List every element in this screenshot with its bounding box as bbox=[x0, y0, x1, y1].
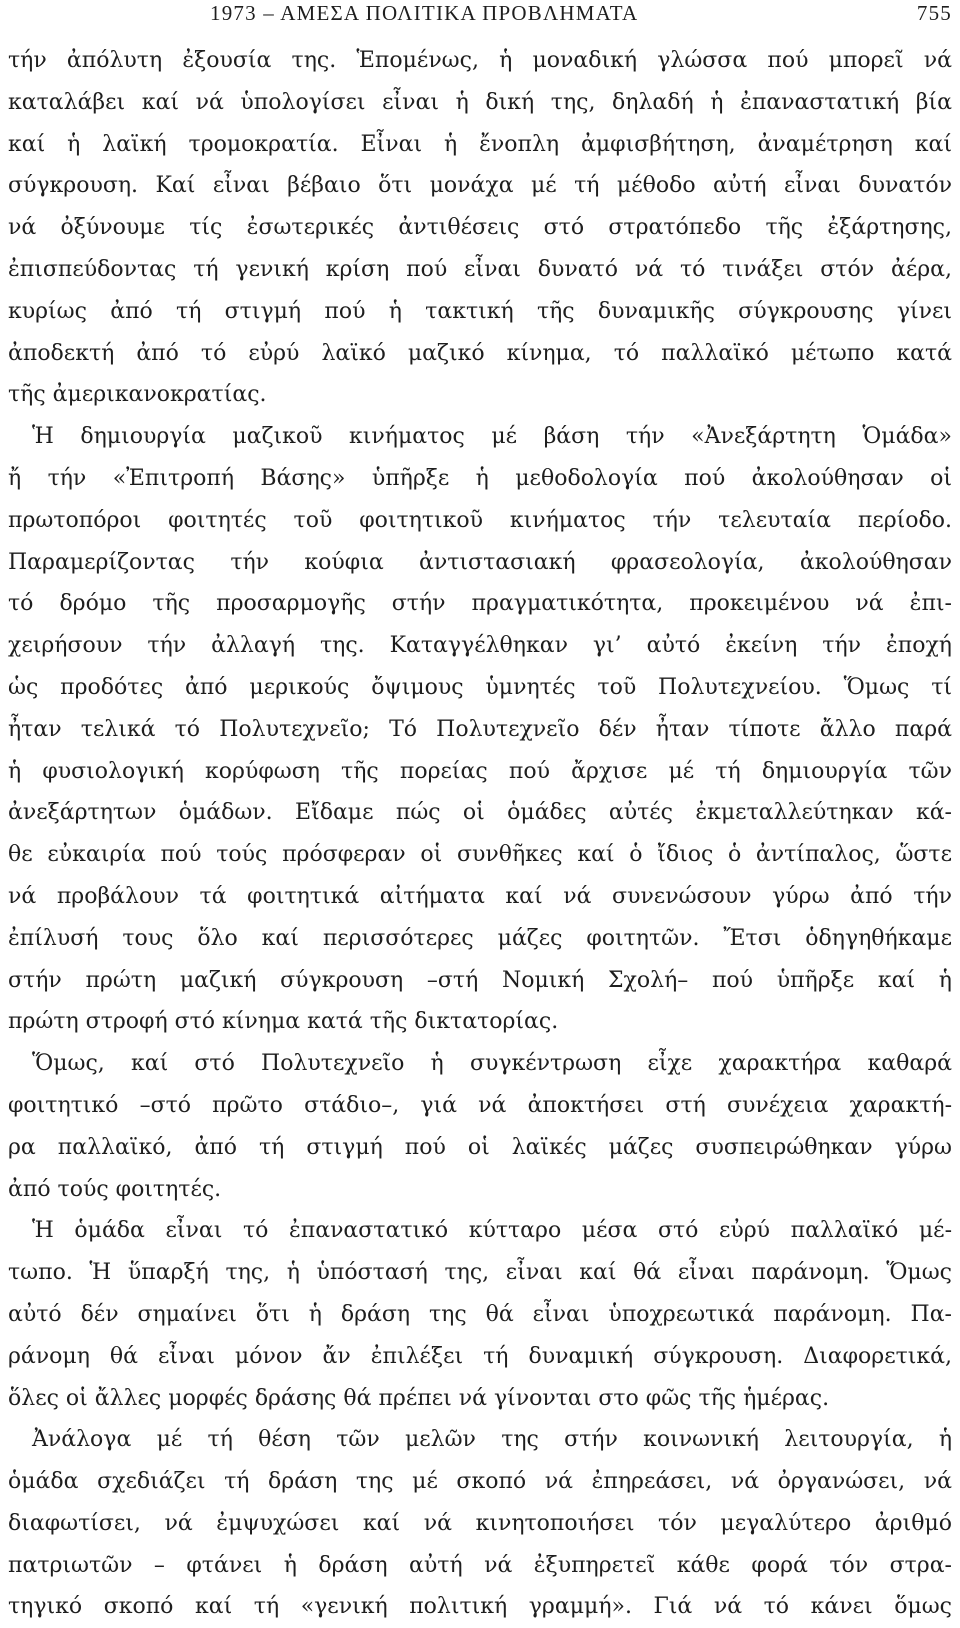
text-line: πατριωτῶν – φτάνει ἡ δράση αὐτή νά ἐξυπηρετεῖ κάθε φορά τόν στρα- bbox=[8, 1552, 952, 1578]
text-line: σύγκρουση. Καί εἶναι βέβαιο ὅτι μονάχα μέ τή μέθοδο αὐτή εἶναι δυνατόν bbox=[8, 173, 952, 199]
running-header bbox=[0, 0, 960, 28]
text-line: ράνομη θά εἶναι μόνον ἄν ἐπιλέξει τή δυναμική σύγκρουση. Διαφορετικά, bbox=[8, 1343, 952, 1369]
text-line: ἐπίλυσή τους ὅλο καί περισσότερες μάζες φοιτητῶν. Ἔτσι ὁδηγηθήκαμε bbox=[8, 925, 952, 951]
text-line: στήν πρώτη μαζική σύγκρουση –στή Νομική Σχολή– πού ὑπῆρξε καί ἡ bbox=[8, 967, 952, 993]
text-line: φοιτητικό –στό πρῶτο στάδιο–, γιά νά ἀποκτήσει στή συνέχεια χαρακτή- bbox=[8, 1092, 952, 1118]
text-line: ρα παλλαϊκό, ἀπό τή στιγμή πού οἱ λαϊκές μάζες συσπειρώθηκαν γύρω bbox=[8, 1134, 952, 1160]
text-line: τῆς ἀμερικανοκρατίας. bbox=[8, 382, 267, 408]
text-line: ὅλες οἱ ἄλλες μορφές δράσης θά πρέπει νά γίνονται στο φῶς τῆς ἡμέρας. bbox=[8, 1385, 830, 1411]
text-line: ἀνεξάρτητων ὁμάδων. Εἴδαμε πώς οἱ ὁμάδες αὐτές ἐκμεταλλεύτηκαν κά- bbox=[8, 800, 952, 826]
text-line: κυρίως ἀπό τή στιγμή πού ἡ τακτική τῆς δυναμικῆς σύγκρουσης γίνει bbox=[8, 298, 952, 324]
body-text bbox=[8, 40, 952, 1628]
text-line: ὁμάδα σχεδιάζει τή δράση της μέ σκοπό νά ἐπηρεάσει, νά ὀργανώσει, νά bbox=[8, 1469, 952, 1495]
text-line: πρωτοπόροι φοιτητές τοῦ φοιτητικοῦ κινήματος τήν τελευταία περίοδο. bbox=[8, 507, 952, 533]
text-line: νά προβάλουν τά φοιτητικά αἰτήματα καί νά συνενώσουν γύρω ἀπό τήν bbox=[8, 883, 952, 909]
text-line: Ἀνάλογα μέ τή θέση τῶν μελῶν της στήν κοινωνική λειτουργία, ἡ bbox=[32, 1427, 952, 1453]
text-line: ἀποδεκτή ἀπό τό εὐρύ λαϊκό μαζικό κίνημα, τό παλλαϊκό μέτωπο κατά bbox=[8, 340, 952, 366]
text-line: ἐπισπεύδοντας τή γενική κρίση πού εἶναι δυνατό νά τό τινάξει στόν ἀέρα, bbox=[8, 256, 952, 282]
text-line: ἤ τήν «Ἐπιτροπή Βάσης» ὑπῆρξε ἡ μεθοδολογία πού ἀκολούθησαν οἱ bbox=[8, 465, 952, 491]
text-line: διαφωτίσει, νά ἐμψυχώσει καί νά κινητοποιήσει τόν μεγαλύτερο ἀριθμό bbox=[8, 1510, 952, 1536]
text-line: καί ἡ λαϊκή τρομοκρατία. Εἶναι ἡ ἔνοπλη ἀμφισβήτηση, ἀναμέτρηση καί bbox=[8, 131, 952, 157]
text-line: Παραμερίζοντας τήν κούφια ἀντιστασιακή φρασεολογία, ἀκολούθησαν bbox=[8, 549, 952, 575]
text-line: Ἡ δημιουργία μαζικοῦ κινήματος μέ βάση τήν «Ἀνεξάρτητη Ὁμάδα» bbox=[32, 424, 952, 450]
text-line: νά ὀξύνουμε τίς ἐσωτερικές ἀντιθέσεις στό στρατόπεδο τῆς ἐξάρτησης, bbox=[8, 215, 952, 241]
running-header-title: 1973 – ΑΜΕΣΑ ΠΟΛΙΤΙΚΑ ΠΡΟΒΛΗΜΑΤΑ bbox=[210, 1, 639, 25]
text-line: Ἡ ὁμάδα εἶναι τό ἐπαναστατικό κύτταρο μέσα στό εὐρύ παλλαϊκό μέ- bbox=[32, 1218, 952, 1244]
text-line: τηγικό σκοπό καί τή «γενική πολιτική γραμμή». Γιά νά τό κάνει ὅμως bbox=[8, 1594, 952, 1620]
text-line: Ὅμως, καί στό Πολυτεχνεῖο ἡ συγκέντρωση εἶχε χαρακτήρα καθαρά bbox=[32, 1051, 952, 1077]
text-line: ἡ φυσιολογική κορύφωση τῆς πορείας πού ἄρχισε μέ τή δημιουργία τῶν bbox=[8, 758, 952, 784]
text-line: ἦταν τελικά τό Πολυτεχνεῖο; Τό Πολυτεχνεῖο δέν ἦταν τίποτε ἄλλο παρά bbox=[8, 716, 952, 742]
page-number: 755 bbox=[916, 1, 952, 25]
text-line: χειρήσουν τήν ἀλλαγή της. Καταγγέλθηκαν γι’ αὐτό ἐκείνη τήν ἐποχή bbox=[8, 633, 952, 659]
text-line: τήν ἀπόλυτη ἐξουσία της. Ἑπομένως, ἡ μοναδική γλώσσα πού μπορεῖ νά bbox=[8, 48, 952, 73]
text-line: καταλάβει καί νά ὑπολογίσει εἶναι ἡ δική της, δηλαδή ἡ ἐπαναστατική βία bbox=[8, 89, 952, 115]
text-line: τό δρόμο τῆς προσαρμογῆς στήν πραγματικότητα, προκειμένου νά ἐπι- bbox=[8, 591, 952, 617]
text-line: θε εὐκαιρία πού τούς πρόσφεραν οἱ συνθῆκες καί ὁ ἴδιος ὁ ἀντίπαλος, ὥστε bbox=[8, 842, 952, 868]
text-line: ἀπό τούς φοιτητές. bbox=[8, 1176, 222, 1202]
text-line: αὐτό δέν σημαίνει ὅτι ἡ δράση της θά εἶναι ὑποχρεωτικά παράνομη. Πα- bbox=[8, 1301, 952, 1327]
text-line: τωπο. Ἡ ὕπαρξή της, ἡ ὑπόστασή της, εἶναι καί θά εἶναι παράνομη. Ὅμως bbox=[8, 1260, 952, 1286]
text-line: ὡς προδότες ἀπό μερικούς ὄψιμους ὑμνητές τοῦ Πολυτεχνείου. Ὅμως τί bbox=[8, 674, 952, 700]
text-line: πρώτη στροφή στό κίνημα κατά τῆς δικτατορίας. bbox=[8, 1009, 559, 1035]
